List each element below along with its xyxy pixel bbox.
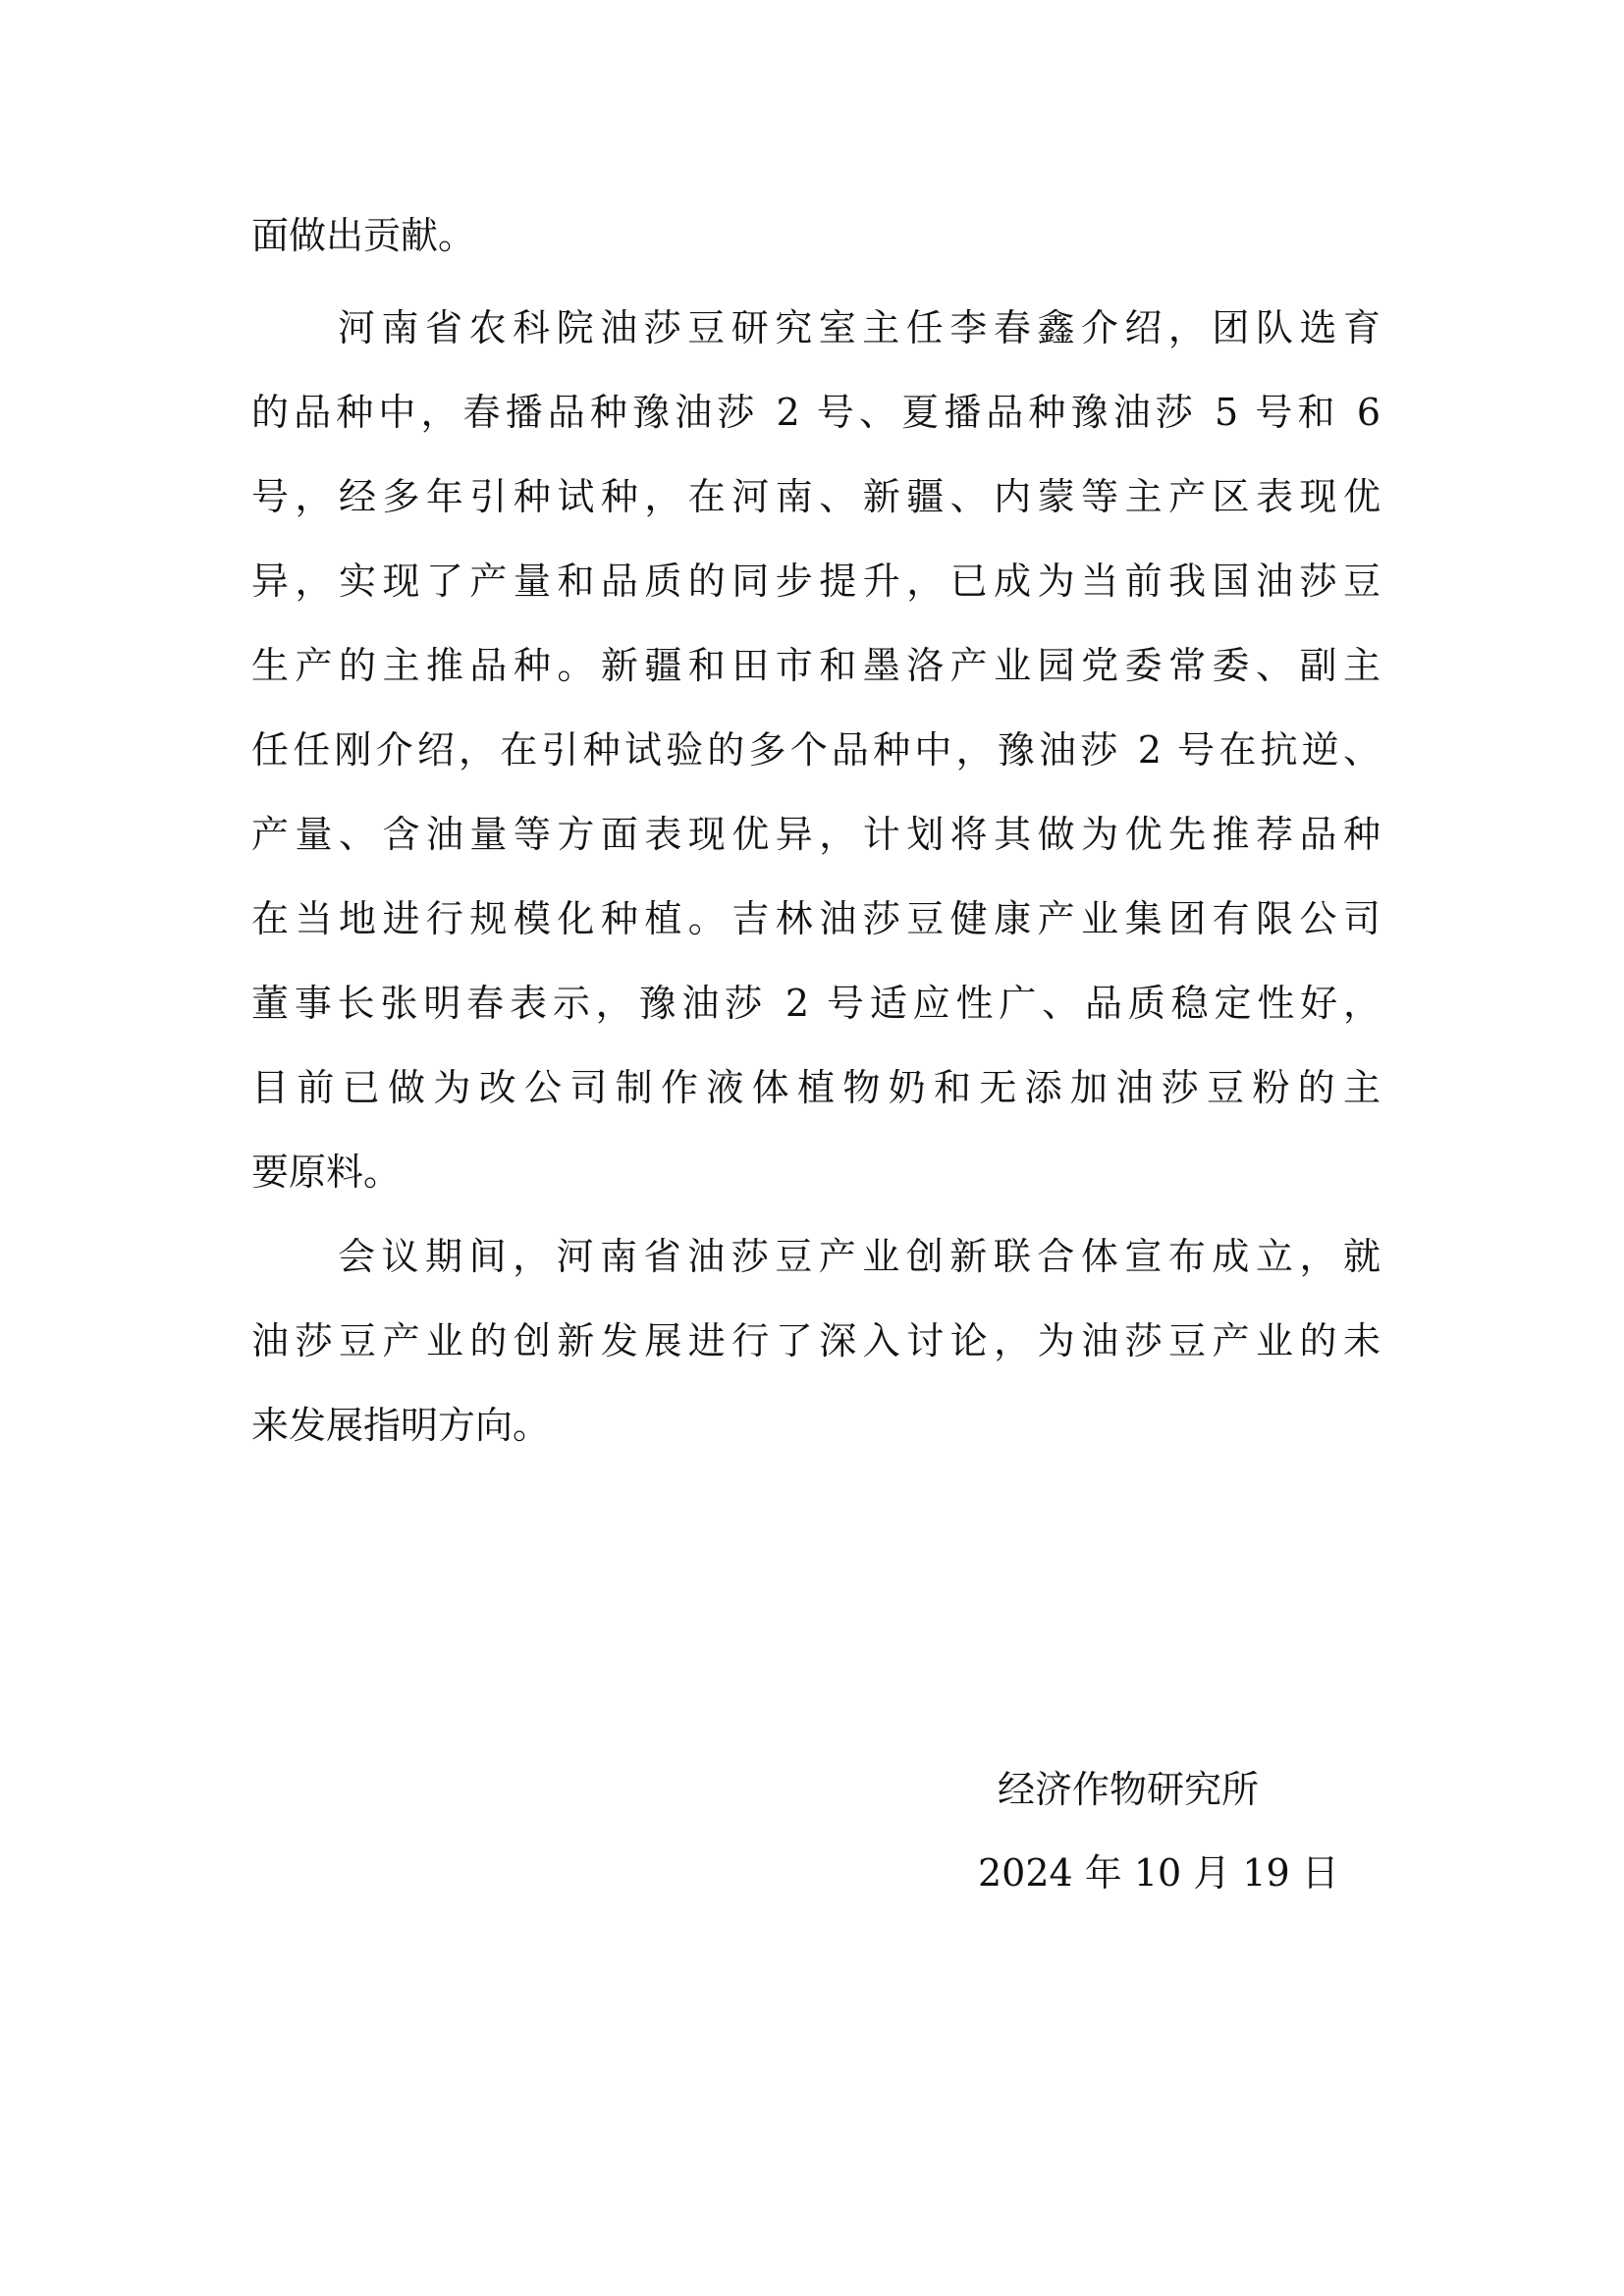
- paragraph-line: 产量、含油量等方面表现优异，计划将其做为优先推荐品种: [251, 813, 1380, 856]
- paragraph-line: 的品种中，春播品种豫油莎 2 号、夏播品种豫油莎 5 号和 6: [251, 391, 1380, 434]
- paragraph-line: 董事长张明春表示，豫油莎 2 号适应性广、品质稳定性好，: [251, 982, 1380, 1025]
- signature-date: 2024 年 10 月 19 日: [978, 1851, 1339, 1895]
- paragraph-line: 异，实现了产量和品质的同步提升，已成为当前我国油莎豆: [251, 560, 1380, 603]
- paragraph-line: 目前已做为改公司制作液体植物奶和无添加油莎豆粉的主: [251, 1066, 1380, 1109]
- paragraph-line: 面做出贡献。: [251, 214, 476, 257]
- paragraph-line: 会议期间，河南省油莎豆产业创新联合体宣布成立，就: [338, 1235, 1380, 1278]
- paragraph-line: 河南省农科院油莎豆研究室主任李春鑫介绍，团队选育: [338, 306, 1380, 349]
- paragraph-line: 在当地进行规模化种植。吉林油莎豆健康产业集团有限公司: [251, 897, 1380, 940]
- paragraph-line: 生产的主推品种。新疆和田市和墨洛产业园党委常委、副主: [251, 644, 1380, 687]
- paragraph-line: 要原料。: [251, 1150, 402, 1194]
- paragraph-line: 号，经多年引种试种，在河南、新疆、内蒙等主产区表现优: [251, 475, 1380, 518]
- paragraph-line: 油莎豆产业的创新发展进行了深入讨论，为油莎豆产业的未: [251, 1319, 1380, 1362]
- paragraph-line: 任任刚介绍，在引种试验的多个品种中，豫油莎 2 号在抗逆、: [251, 728, 1380, 772]
- signature-organization: 经济作物研究所: [998, 1768, 1260, 1811]
- paragraph-line: 来发展指明方向。: [251, 1404, 551, 1447]
